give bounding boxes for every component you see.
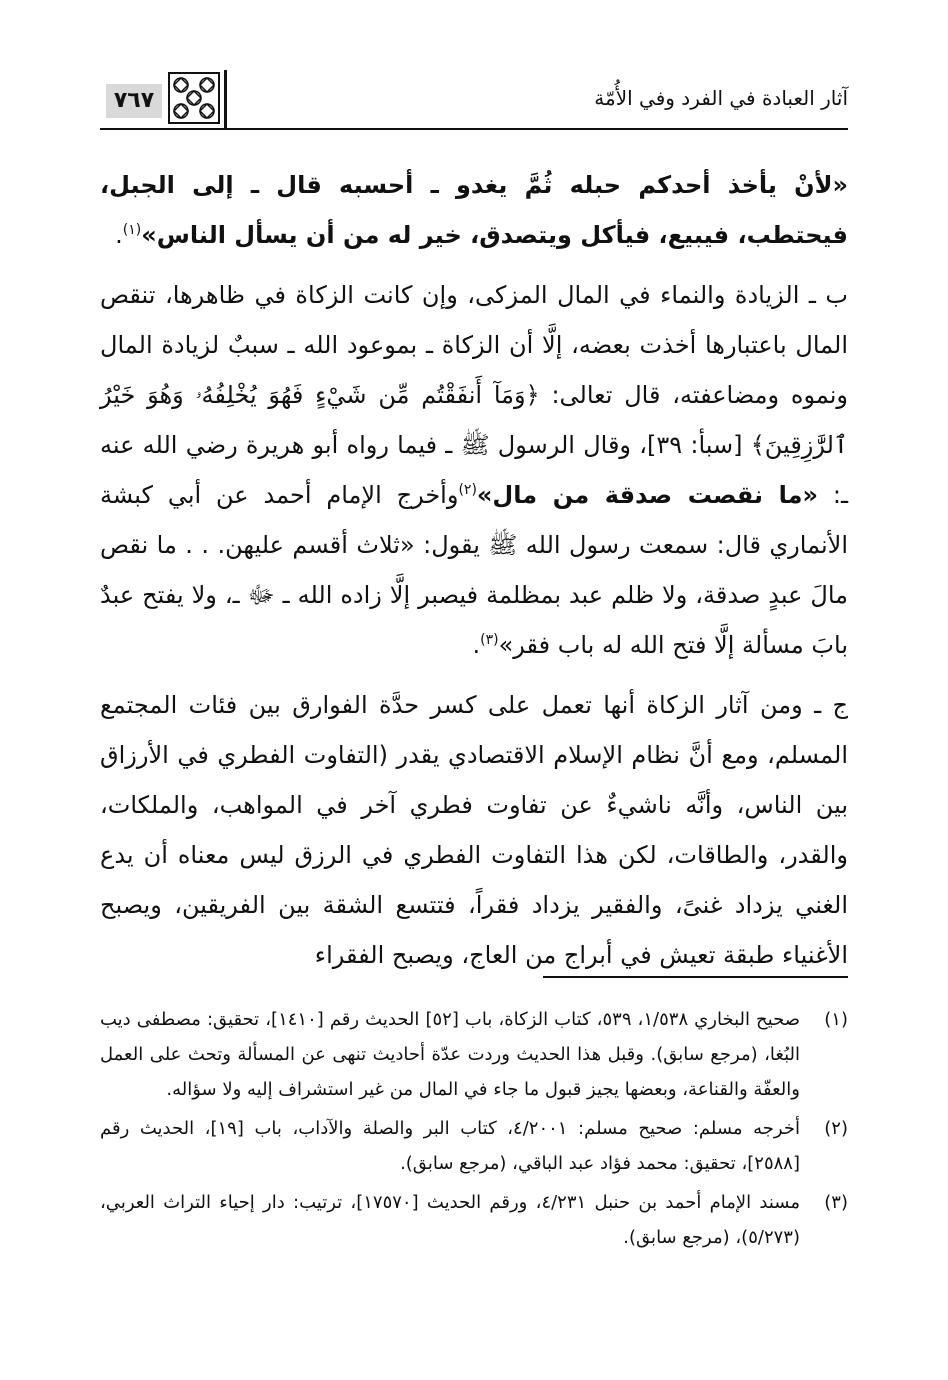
footnote-number: (٢) — [824, 1118, 848, 1139]
paragraph-1 — [100, 160, 848, 260]
footnote-3 — [100, 1185, 848, 1255]
header-rule — [100, 128, 848, 130]
hadith-quote: «ما نقصت صدقة من مال» — [476, 481, 819, 509]
paragraph-end: . — [472, 631, 481, 659]
footnote-number: (١) — [824, 1009, 848, 1030]
page-header — [100, 70, 848, 130]
footnote-ref-3[interactable]: (٣) — [480, 632, 499, 648]
footnote-1 — [100, 1002, 848, 1107]
header-divider — [224, 70, 227, 128]
main-text — [100, 160, 848, 990]
footnote-ref-1[interactable]: (١) — [122, 222, 142, 238]
paragraph-2 — [100, 270, 848, 670]
page-number: ٧٦٧ — [106, 84, 162, 118]
footnote-text: أخرجه مسلم: صحيح مسلم: ٤/٢٠٠١، كتاب البر والصلة والآداب، باب [١٩]، الحديث رقم [٢٥٨٨]، تحقيق: محمد فؤاد عبد الباقي، (مرجع سابق). — [100, 1118, 800, 1174]
footnote-separator — [543, 976, 848, 978]
paragraph-text: ب ـ الزيادة والنماء في المال المزكى، وإن كانت الزكاة في ظاهرها، تنقص المال باعتبارها أخذت بعضه، إلَّا أن الزكاة ـ بموعود الله ـ سببٌ لزيادة المال ونموه ومضاعفته، قال تعالى: ﴿وَمَآ أَنفَقْتُم مِّن شَيْءٍ فَهُوَ يُخْلِفُهُۥ وَهُوَ خَيْرُ ٱلرَّٰزِقِينَ﴾ [سبأ: ٣٩]، وقال الرسول ﷺ ـ فيما رواه أبو هريرة رضي الله عنه ـ: — [100, 281, 849, 509]
footnote-number: (٣) — [824, 1192, 848, 1213]
paragraph-text: وأخرج الإمام أحمد عن أبي كبشة الأنماري قال: سمعت رسول الله ﷺ يقول: «ثلاث أقسم عليهن. . . ما نقص مالَ عبدٍ صدقة، ولا ظلم عبد بمظلمة فيصبر إلَّا زاده الله ـ ﷻ ـ، ولا يفتح عبدٌ بابَ مسألة إلَّا فتح الله له باب فقر» — [100, 481, 848, 659]
paragraph-end: . — [115, 221, 123, 249]
footnote-ref-2[interactable]: (٢) — [458, 482, 477, 498]
footnote-text: صحيح البخاري ١/٥٣٨، ٥٣٩، كتاب الزكاة، باب [٥٢] الحديث رقم [١٤١٠]، تحقيق: مصطفى ديب البُغا، (مرجع سابق). وقبل هذا الحديث وردت عدّة أحاديث تنهى عن المسألة وتحث على العمل والعفّة والقناعة، وبعضها يجيز قبول ما جاء في المال من غير استشراف إليه ولا سؤاله. — [100, 1009, 800, 1100]
paragraph-3: ج ـ ومن آثار الزكاة أنها تعمل على كسر حدَّة الفوارق بين فئات المجتمع المسلم، ومع أنَّ نظام الإسلام الاقتصادي يقدر (التفاوت الفطري في الأرزاق بين الناس، وأنَّه ناشيءٌ عن تفاوت فطري آخر في المواهب، والملكات، والقدر، والطاقات، لكن هذا التفاوت الفطري في الرزق ليس معناه أن يدع الغني يزداد غنىً، والفقير يزداد فقراً، فتتسع الشقة بين الفريقين، ويصبح الأغنياء طبقة تعيش في أبراج من العاج، ويصبح الفقراء — [100, 691, 848, 969]
hadith-quote: «لأنْ يأخذ أحدكم حبله ثُمَّ يغدو ـ أحسبه قال ـ إلى الجبل، فيحتطب، فيبيع، فيأكل ويتصدق، خير له من أن يسأل الناس» — [100, 171, 848, 249]
footnotes — [100, 1002, 848, 1259]
footnote-2 — [100, 1111, 848, 1181]
running-title: آثار العبادة في الفرد وفي الأُمّة — [594, 86, 848, 110]
footnote-text: مسند الإمام أحمد بن حنبل ٤/٢٣١، ورقم الحديث [١٧٥٧٠]، ترتيب: دار إحياء التراث العربي، (٥/٢٧٣)، (مرجع سابق). — [100, 1192, 800, 1248]
ornament-icon — [168, 72, 220, 124]
